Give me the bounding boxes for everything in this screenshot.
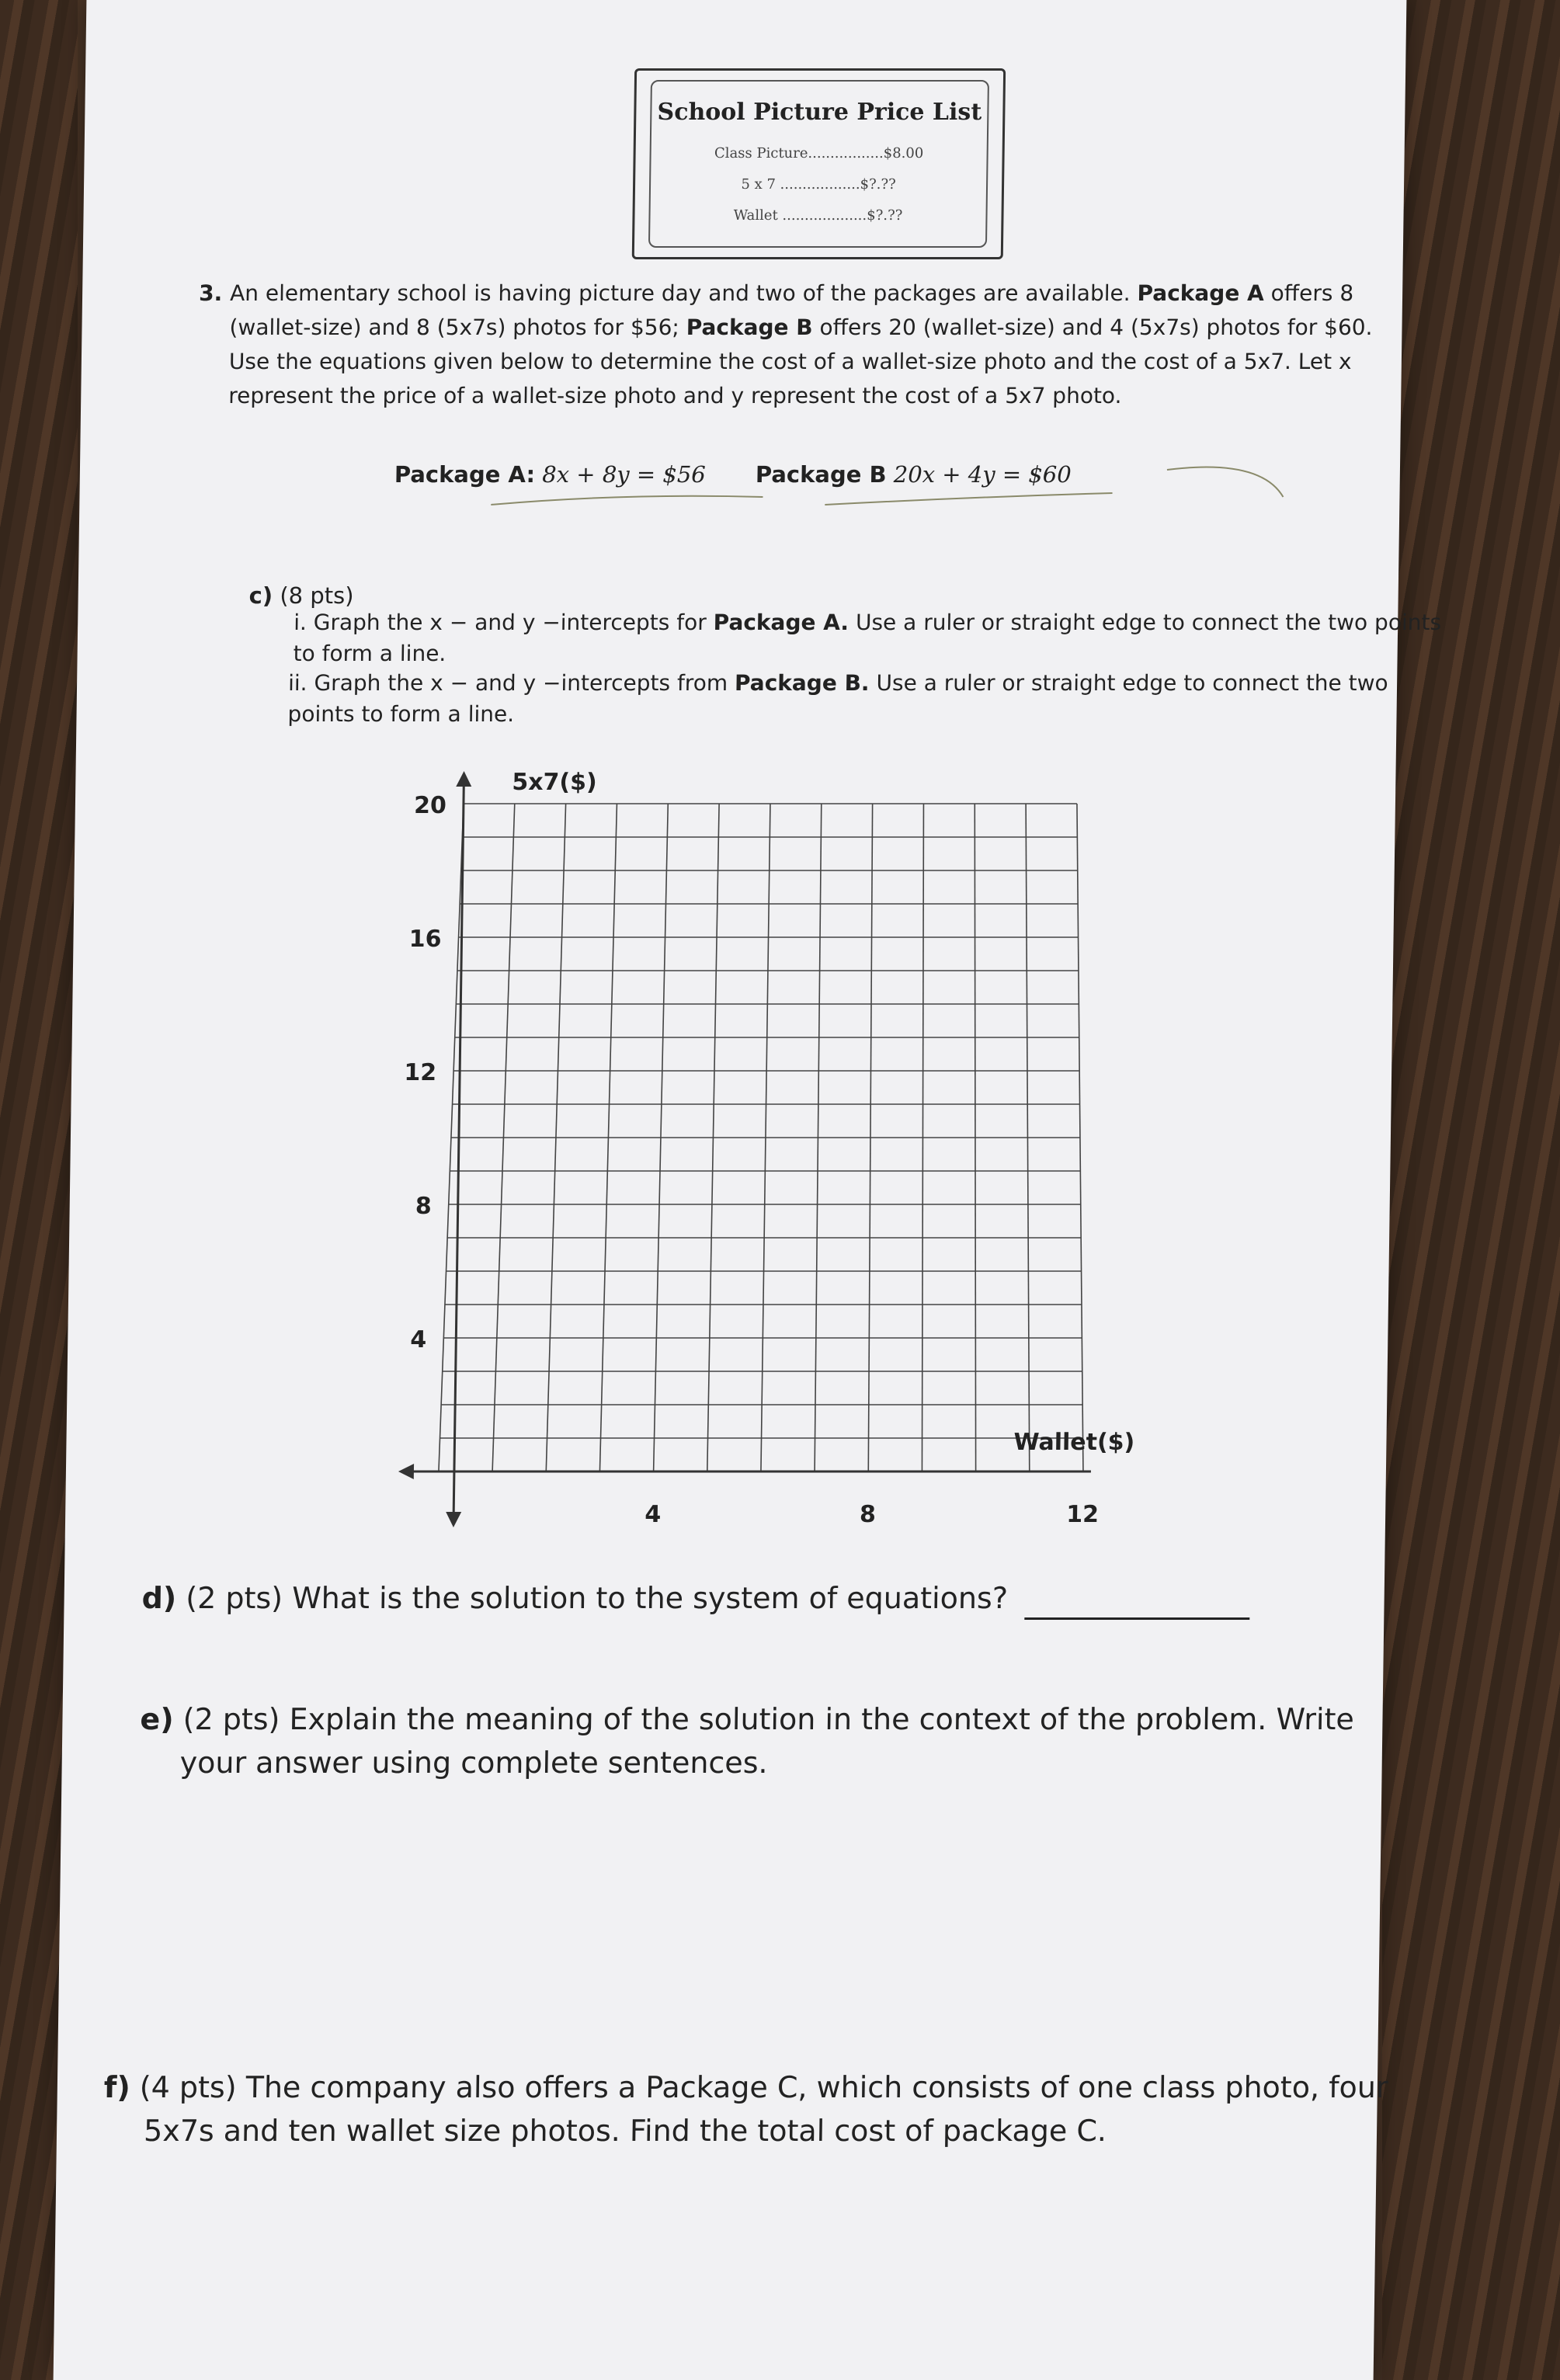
x-axis-arrow-left (398, 1464, 414, 1479)
problem-text-3: offers 20 (wallet-size) and 4 (5x7s) photos for $60. Use the equations given below to determine the cost of a wallet-size photo and the cost of a 5x7. Let x represent the price of a wallet-size photo and y represent the cost of a 5x7 photo. (228, 314, 1373, 408)
equation-a-formula: 8x + 8y = $56 (542, 461, 706, 488)
price-list-title: School Picture Price List (657, 99, 982, 126)
part-f-text: (4 pts) The company also offers a Package C, which consists of one class photo, four 5x7s and ten wallet size photos. Find the total cost of package C. (139, 2070, 1388, 2148)
y-tick-label-8: 8 (415, 1193, 432, 1220)
x-axis-label: Wallet($) (1013, 1429, 1135, 1456)
part-c-i-text-1: Graph the x − and y −intercepts for (313, 610, 707, 635)
y-tick-label-4: 4 (410, 1326, 427, 1353)
equation-b-label: Package B (755, 461, 887, 488)
part-e-text: (2 pts) Explain the meaning of the solution in the context of the problem. Write your answer using complete sentences. (179, 1702, 1355, 1780)
package-b-label: Package B (686, 314, 813, 340)
y-axis-arrow-down (446, 1512, 461, 1527)
part-c-i (293, 607, 1458, 669)
part-c-label: c) (248, 582, 273, 609)
part-d-label: d) (141, 1581, 177, 1615)
part-c-points: (8 pts) (280, 582, 354, 609)
equation-a-label: Package A: (394, 461, 536, 488)
hand-drawn-underlines (79, 0, 1407, 544)
part-c-i-number: i. (293, 610, 307, 635)
x-tick-label-12: 12 (1066, 1501, 1100, 1528)
answer-blank-d[interactable] (1025, 1594, 1250, 1620)
part-f-label: f) (103, 2070, 131, 2104)
price-row-5x7: 5 x 7 ..................$?.?? (741, 176, 896, 193)
problem-text-2: offers 8 (wallet-size) and 8 (5x7s) photos for $56; (229, 280, 1354, 340)
part-c-i-text-2: Use a ruler or straight edge to connect the two points to form a line. (293, 610, 1442, 666)
problem-number: 3. (198, 280, 223, 306)
part-e (139, 1697, 1408, 1784)
y-tick-label-12: 12 (404, 1059, 437, 1086)
part-c-ii-text-1: Graph the x − and y −intercepts from (314, 670, 728, 696)
y-tick-label-16: 16 (408, 926, 442, 953)
package-a-label: Package A (1137, 280, 1264, 306)
part-e-label: e) (140, 1702, 174, 1736)
price-row-wallet: Wallet ...................$?.?? (733, 207, 903, 224)
x-tick-label-4: 4 (644, 1501, 662, 1528)
worksheet-page (54, 0, 1442, 2380)
part-c-ii (287, 668, 1453, 730)
y-axis-label: 5x7($) (512, 769, 597, 796)
part-d (141, 1576, 1385, 1620)
y-axis-line (453, 780, 464, 1518)
part-c-i-bold: Package A. (713, 610, 849, 635)
part-d-text: (2 pts) What is the solution to the system of equations? (186, 1581, 1009, 1615)
part-c-ii-bold: Package B. (734, 670, 870, 696)
part-c-ii-text-2: Use a ruler or straight edge to connect the two points to form a line. (287, 670, 1388, 727)
y-tick-label-20: 20 (413, 792, 447, 819)
equation-b-formula: 20x + 4y = $60 (893, 461, 1072, 488)
part-c-header (248, 582, 353, 609)
price-row-class-picture: Class Picture.................$8.00 (714, 145, 924, 162)
y-axis-arrow-up (456, 771, 471, 787)
part-f (103, 2066, 1403, 2152)
problem-text-1: An elementary school is having picture day and two of the packages are available. (229, 280, 1131, 306)
x-tick-label-8: 8 (859, 1501, 877, 1528)
part-c-ii-number: ii. (287, 670, 307, 696)
